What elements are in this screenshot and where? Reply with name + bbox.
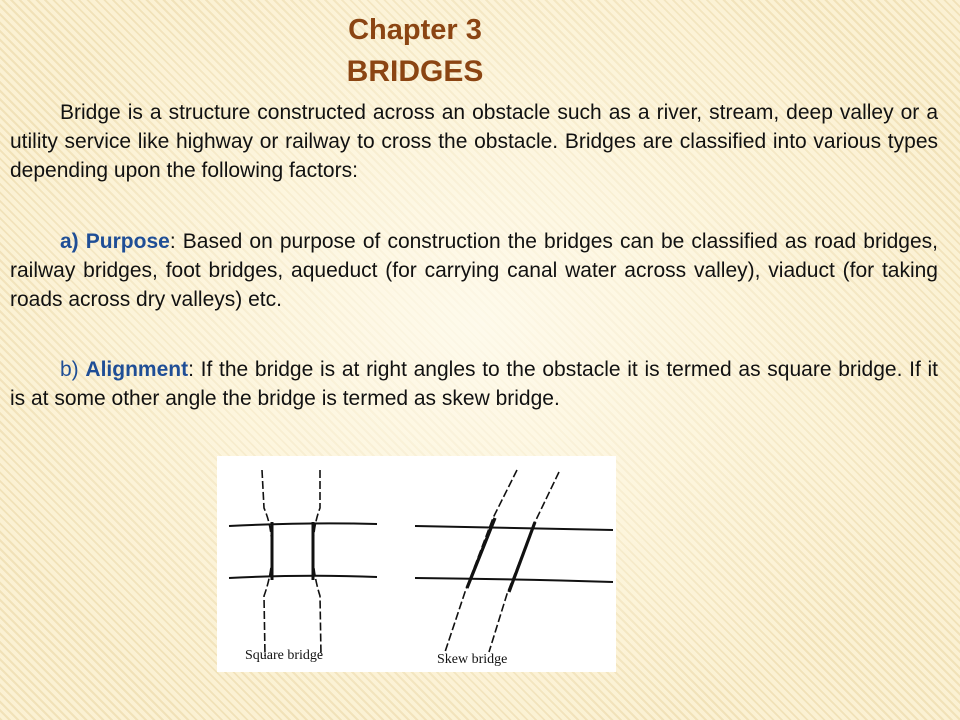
- skew-river-left-bank: [445, 470, 517, 652]
- purpose-paragraph: [10, 227, 938, 314]
- bridge-diagram-drawing: [217, 456, 616, 672]
- skew-river-right-bank: [489, 472, 559, 652]
- intro-text: Bridge is a structure constructed across an obstacle such as a river, stream, deep valley or a utility service like highway or railway to cross the obstacle. Bridges are classified into various types depending upon the following factors:: [10, 101, 938, 182]
- intro-paragraph: [10, 98, 938, 185]
- alignment-text: : If the bridge is at right angles to the obstacle it is termed as square bridge. If it is at some other angle the bridge is termed as skew bridge.: [10, 358, 938, 410]
- skew-bridge-left-deck: [467, 518, 495, 588]
- alignment-marker: b): [60, 358, 79, 381]
- purpose-marker: a): [60, 230, 79, 253]
- alignment-paragraph: [10, 355, 938, 413]
- purpose-text: : Based on purpose of construction the bridges can be classified as road bridges, railway bridges, foot bridges, aqueduct (for carrying canal water across valley), viaduct (for taking roads across dry valleys) etc.: [10, 230, 938, 311]
- purpose-term: Purpose: [85, 230, 170, 253]
- square-road-bottom: [229, 576, 377, 578]
- skew-road-top: [415, 526, 613, 530]
- page-title: BRIDGES: [346, 55, 484, 88]
- skew-bridge-right-deck: [509, 522, 535, 592]
- square-bridge-caption: Square bridge: [245, 648, 324, 663]
- alignment-term: Alignment: [85, 358, 189, 381]
- skew-bridge-caption: Skew bridge: [437, 652, 508, 667]
- bridge-diagram: [217, 456, 616, 672]
- chapter-title: Chapter 3: [348, 14, 482, 46]
- square-road-top: [229, 523, 377, 526]
